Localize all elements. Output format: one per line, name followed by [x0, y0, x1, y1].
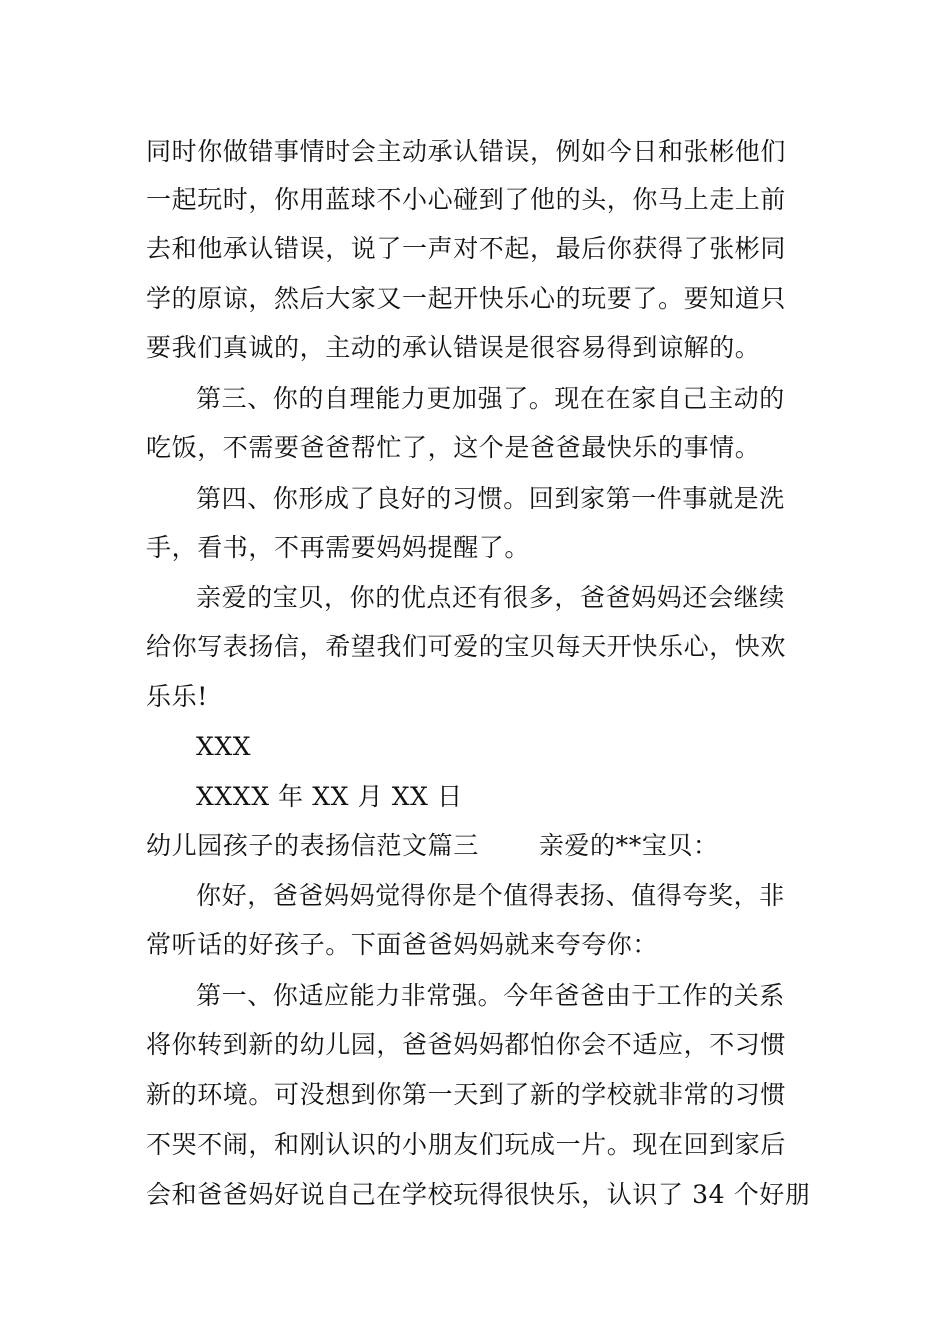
- text-line: 吃饭，不需要爸爸帮忙了，这个是爸爸最快乐的事情。: [146, 433, 761, 462]
- paragraph-start: 第四、你形成了良好的习惯。回到家第一件事就是洗: [196, 484, 785, 513]
- text-line: 一起玩时，你用蓝球不小心碰到了他的头，你马上走上前: [146, 185, 787, 214]
- paragraph-start: 第一、你适应能力非常强。今年爸爸由于工作的关系: [196, 981, 785, 1010]
- paragraph-start: 第三、你的自理能力更加强了。现在在家自己主动的: [196, 384, 785, 413]
- text-line: 去和他承认错误，说了一声对不起，最后你获得了张彬同: [146, 234, 787, 263]
- text-line: 乐乐!: [146, 682, 208, 711]
- text-line: 手，看书，不再需要妈妈提醒了。: [146, 533, 531, 562]
- text-line: 给你写表扬信，希望我们可爱的宝贝每天开快乐心，快欢: [146, 632, 787, 661]
- paragraph-start: 亲爱的宝贝，你的优点还有很多，爸爸妈妈还会继续: [196, 583, 785, 612]
- text-line: 同时你做错事情时会主动承认错误，例如今日和张彬他们: [146, 137, 787, 166]
- text-line: 会和爸爸妈好说自己在学校玩得很快乐，认识了 34 个好朋: [146, 1180, 811, 1209]
- paragraph-start: 你好，爸爸妈妈觉得你是个值得表扬、值得夸奖，非: [196, 881, 785, 910]
- salutation: 亲爱的**宝贝：: [538, 831, 719, 860]
- text-line: 常听话的好孩子。下面爸爸妈妈就来夸夸你：: [146, 930, 659, 959]
- signature-date: XXXX 年 XX 月 XX 日: [196, 782, 463, 811]
- text-line: 学的原谅，然后大家又一起开快乐心的玩要了。要知道只: [146, 284, 787, 313]
- section-heading-line: [146, 831, 816, 861]
- text-line: 将你转到新的幼儿园，爸爸妈妈都怕你会不适应，不习惯: [146, 1030, 787, 1059]
- signature-name: XXX: [196, 732, 252, 761]
- text-line: 新的环境。可没想到你第一天到了新的学校就非常的习惯: [146, 1080, 787, 1109]
- text-line: 要我们真诚的，主动的承认错误是很容易得到谅解的。: [146, 333, 761, 362]
- section-title: 幼儿园孩子的表扬信范文篇三: [146, 831, 479, 860]
- text-line: 不哭不闹，和刚认识的小朋友们玩成一片。现在回到家后: [146, 1130, 787, 1159]
